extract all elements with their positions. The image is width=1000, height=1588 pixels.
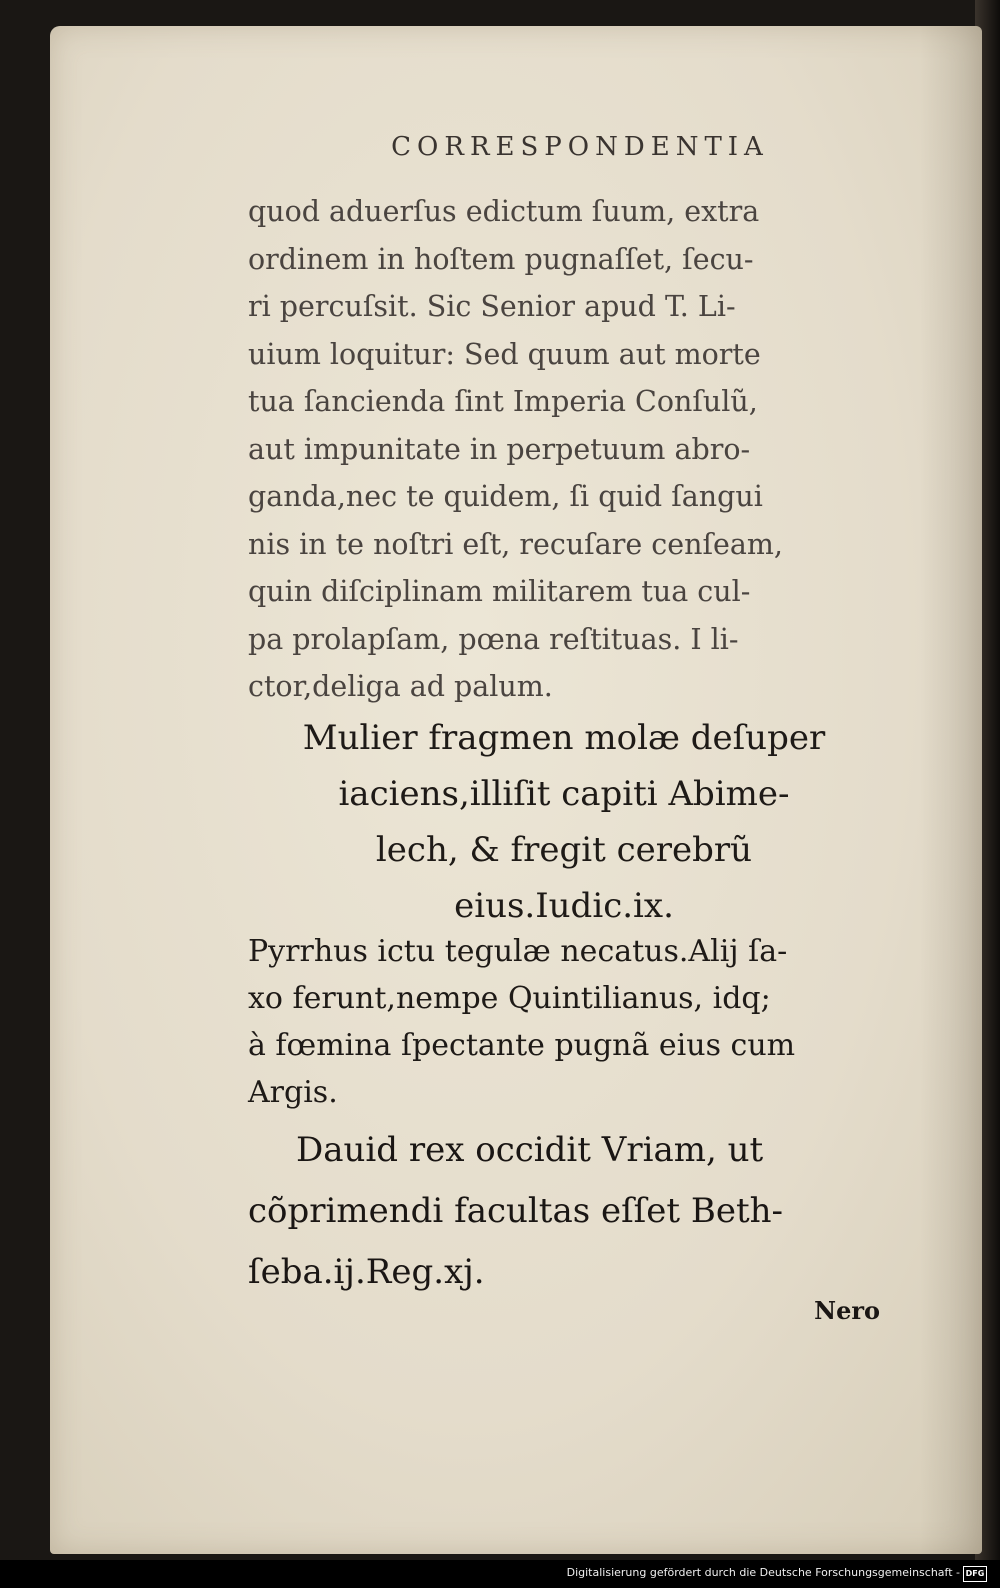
text-line: xo ferunt,nempe Quintilianus, idq;: [248, 981, 771, 1016]
heading-line: eius.Iudic.ix.: [454, 886, 674, 926]
text-line: Dauid rex occidit Vriam, ut: [296, 1130, 764, 1170]
text-line: Pyrrhus ictu tegulæ necatus.Alij ſa-: [248, 934, 788, 969]
heading-line: lech, & fregit cerebrũ: [375, 830, 753, 870]
paragraph-liuius: [248, 188, 880, 711]
heading-line: iaciens,illiſit capiti Abime-: [338, 774, 790, 814]
text-line: cõprimendi facultas eſſet Beth-: [248, 1191, 784, 1231]
paragraph-pyrrhus: [248, 928, 880, 1116]
dfg-logo-icon: DFG: [963, 1566, 987, 1582]
text-line: aut impunitate in perpetuum abro-: [248, 432, 751, 466]
running-header: CORRESPONDENTIA: [391, 132, 769, 162]
text-line: pa prolapſam, pœna reſtituas. I li-: [248, 622, 739, 656]
text-line: nis in te noſtri eſt, recuſare cenſeam,: [248, 527, 783, 561]
text-line: ganda,nec te quidem, ſi quid ſangui: [248, 480, 763, 513]
text-line: ordinem in hoſtem pugnaſſet, ſecu-: [248, 242, 754, 276]
text-line: quin diſciplinam militarem tua cul-: [248, 575, 751, 608]
text-line: quod aduerſus edictum ſuum, extra: [248, 195, 760, 228]
text-line: uium loquitur: Sed quum aut morte: [248, 337, 761, 371]
text-line: tua ſancienda ſint Imperia Conſulũ,: [248, 385, 758, 418]
heading-line: Mulier fragmen molæ deſuper: [302, 718, 826, 758]
text-line: à fœmina ſpectante pugnã eius cum: [248, 1028, 796, 1063]
section-heading: [248, 710, 880, 934]
text-line: ri percuſsit. Sic Senior apud T. Li-: [248, 290, 736, 323]
text-line: ſeba.ij.Reg.xj.: [248, 1252, 485, 1292]
text-line: Argis.: [248, 1075, 338, 1110]
page-shadow: [920, 26, 982, 1554]
catchword: Nero: [814, 1296, 880, 1325]
text-line: ctor,deliga ad palum.: [248, 670, 553, 703]
footer-credit: Digitalisierung gefördert durch die Deutsche Forschungsgemeinschaft -: [566, 1566, 960, 1579]
paragraph-dauid: [248, 1120, 880, 1303]
